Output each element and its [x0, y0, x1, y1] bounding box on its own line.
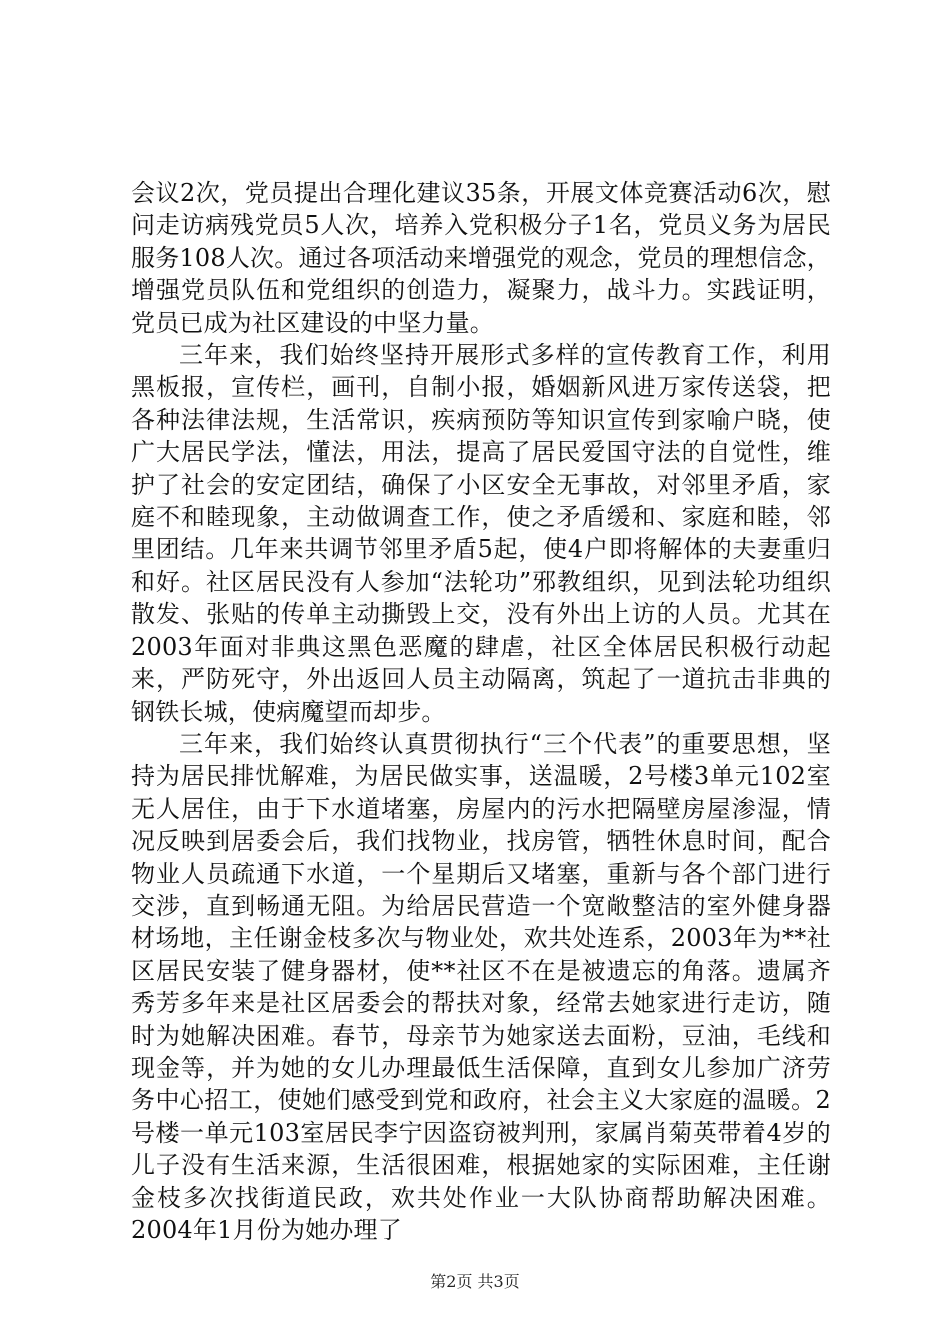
paragraph-3: 三年来，我们始终认真贯彻执行“三个代表”的重要思想，坚持为居民排忧解难，为居民做实事，送温暖，2号楼3单元102室无人居住，由于下水道堵塞，房屋内的污水把隔壁房屋渗湿，情况反映到居委会后，我们找物业，找房管，牺牲休息时间，配合物业人员疏通下水道，一个星期后又堵塞，重新与各个部门进行交涉，直到畅通无阻。为给居民营造一个宽敞整洁的室外健身器材场地，主任谢金枝多次与物业处，欢共处连系，2003年为**社区居民安装了健身器材，使**社区不在是被遗忘的角落。遗属齐秀芳多年来是社区居委会的帮扶对象，经常去她家进行走访，随时为她解决困难。春节，母亲节为她家送去面粉，豆油，毛线和现金等，并为她的女儿办理最低生活保障，直到女儿参加广济劳务中心招工，使她们感受到党和政府，社会主义大家庭的温暖。2号楼一单元103室居民李宁因盗窃被判刑，家属肖菊英带着4岁的儿子没有生活来源，生活很困难，根据她家的实际困难，主任谢金枝多次找街道民政，欢共处作业一大队协商帮助解决困难。2004年1月份为她办理了 — [131, 729, 831, 1244]
paragraph-2: 三年来，我们始终坚持开展形式多样的宣传教育工作，利用黑板报，宣传栏，画刊，自制小报，婚姻新风进万家传送袋，把各种法律法规，生活常识，疾病预防等知识宣传到家喻户晓，使广大居民学法，懂法，用法，提高了居民爱国守法的自觉性，维护了社会的安定团结，确保了小区安全无事故，对邻里矛盾，家庭不和睦现象，主动做调查工作，使之矛盾缓和、家庭和睦，邻里团结。几年来共调节邻里矛盾5起，使4户即将解体的夫妻重归和好。社区居民没有人参加“法轮功”邪教组织，见到法轮功组织散发、张贴的传单主动撕毁上交，没有外出上访的人员。尤其在2003年面对非典这黑色恶魔的肆虐，社区全体居民积极行动起来，严防死守，外出返回人员主动隔离，筑起了一道抗击非典的钢铁长城，使病魔望而却步。 — [131, 341, 831, 726]
paragraph-1: 会议2次，党员提出合理化建议35条，开展文体竞赛活动6次，慰问走访病残党员5人次，培养入党积极分子1名，党员义务为居民服务108人次。通过各项活动来增强党的观念，党员的理想信念，增强党员队伍和党组织的创造力，凝聚力，战斗力。实践证明，党员已成为社区建设的中坚力量。 — [131, 179, 831, 337]
document-body — [131, 177, 831, 1246]
page-number-label: 第2页 共3页 — [430, 1272, 520, 1291]
page-footer — [0, 1272, 950, 1292]
